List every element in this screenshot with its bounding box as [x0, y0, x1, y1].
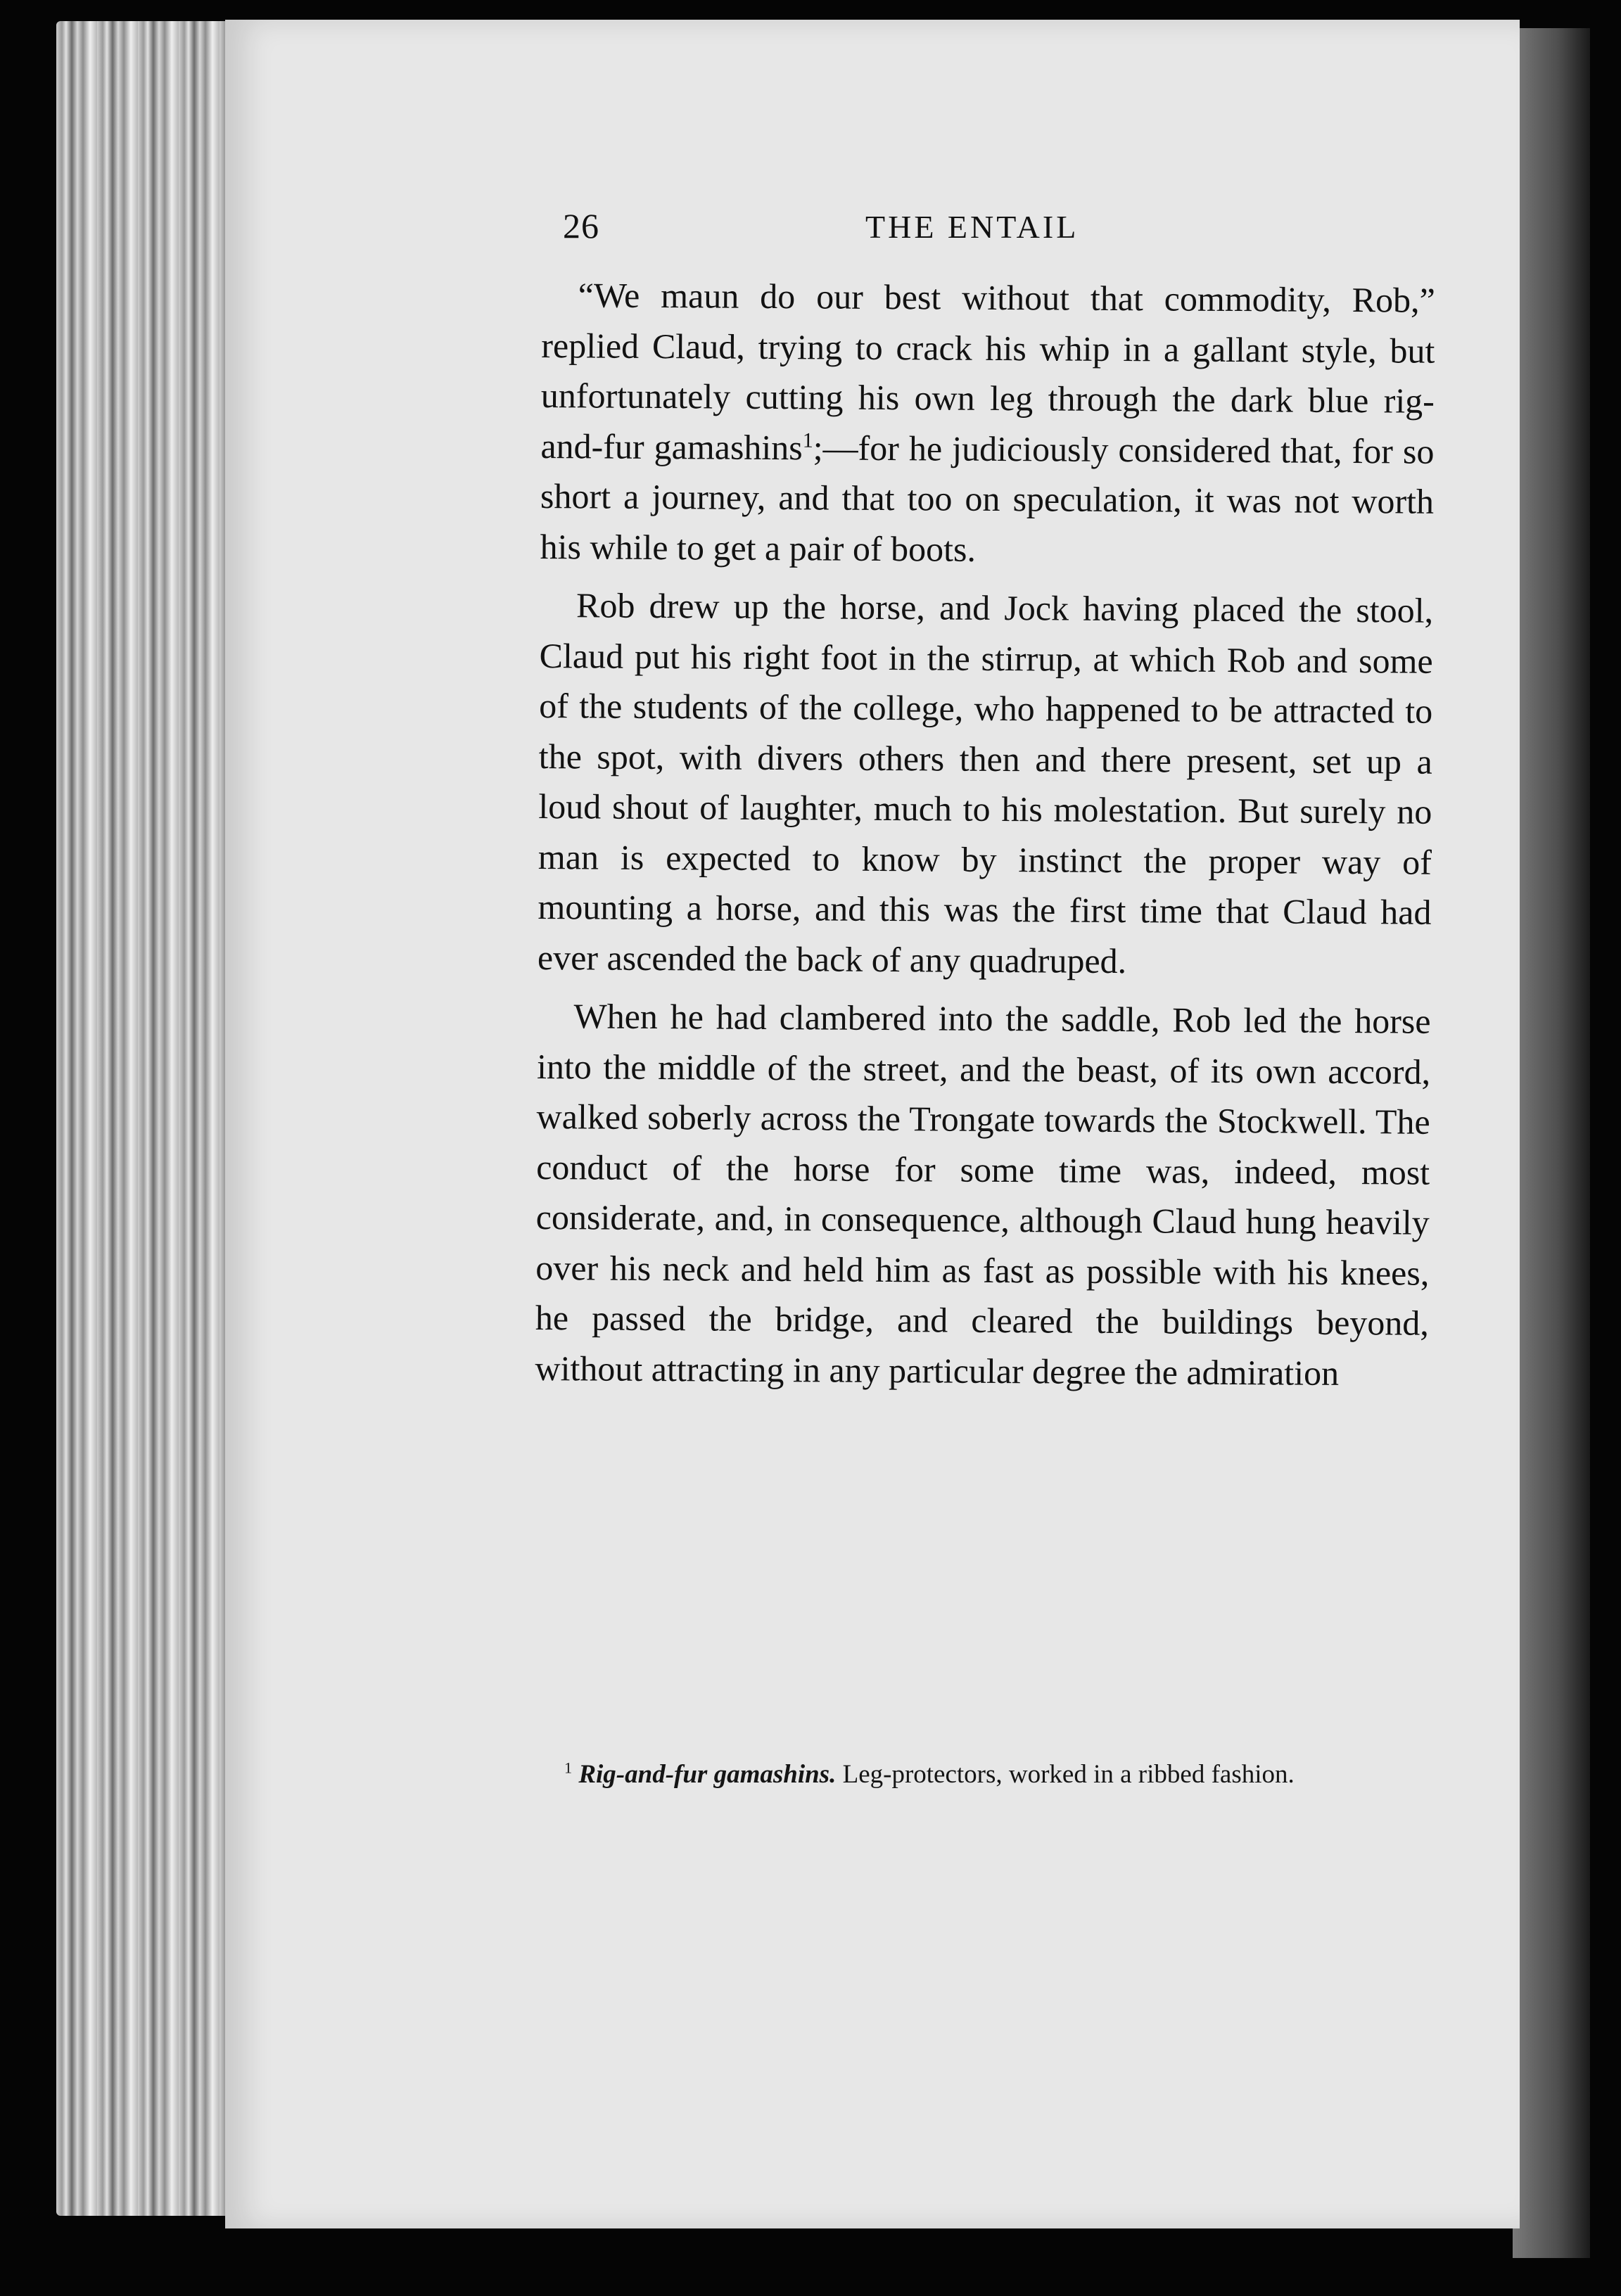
footnote-marker: 1 [564, 1759, 573, 1777]
binding-shadow [1513, 28, 1590, 2258]
paragraph-text: “We maun do our best without that commodity, Rob,” replied Claud, trying to crack his whip in a gallant style, but unfortunately cutting his own leg through the dark blue rig-and-fur gamashins [540, 275, 1435, 467]
footnote [530, 1759, 1424, 1791]
paragraph-1 [540, 270, 1435, 578]
footnote-reference: 1 [802, 428, 813, 452]
footnote-definition: Leg-protectors, worked in a ribbed fashion. [842, 1760, 1295, 1789]
running-title: THE ENTAIL [865, 209, 1079, 245]
body-text [535, 270, 1435, 1399]
paragraph-3: When he had clambered into the saddle, Rob led the horse into the middle of the street, and the beast, of its own accord, walked soberly across the Trongate towards the Stockwell. The conduct of the horse for some time was, indeed, most considerate, and, in consequence, although Claud hung heavily over his neck and held him as fast as possible with his knees, he passed the bridge, and cleared the buildings beyond, without attracting in any particular degree the admiration [535, 996, 1431, 1393]
page-number: 26 [563, 206, 599, 245]
paragraph-text: ;—for he judiciously considered that, for so short a journey, and that too on speculation, it was not worth his while to get a pair of boots. [540, 427, 1435, 569]
footnote-term: Rig-and-fur gamashins. [578, 1760, 837, 1789]
running-head [563, 205, 1435, 255]
paragraph-2: Rob drew up the horse, and Jock having placed the stool, Claud put his right foot in the stirrup, at which Rob and some of the students of the college, who happened to be attracted to the spot, with divers others then and there present, set up a loud shout of laughter, much to his molestation. But surely no man is expected to know by instinct the proper way of mounting a horse, and this was the first time that Claud had ever ascended the back of any quadruped. [537, 585, 1434, 981]
page-block-edges [56, 21, 239, 2216]
